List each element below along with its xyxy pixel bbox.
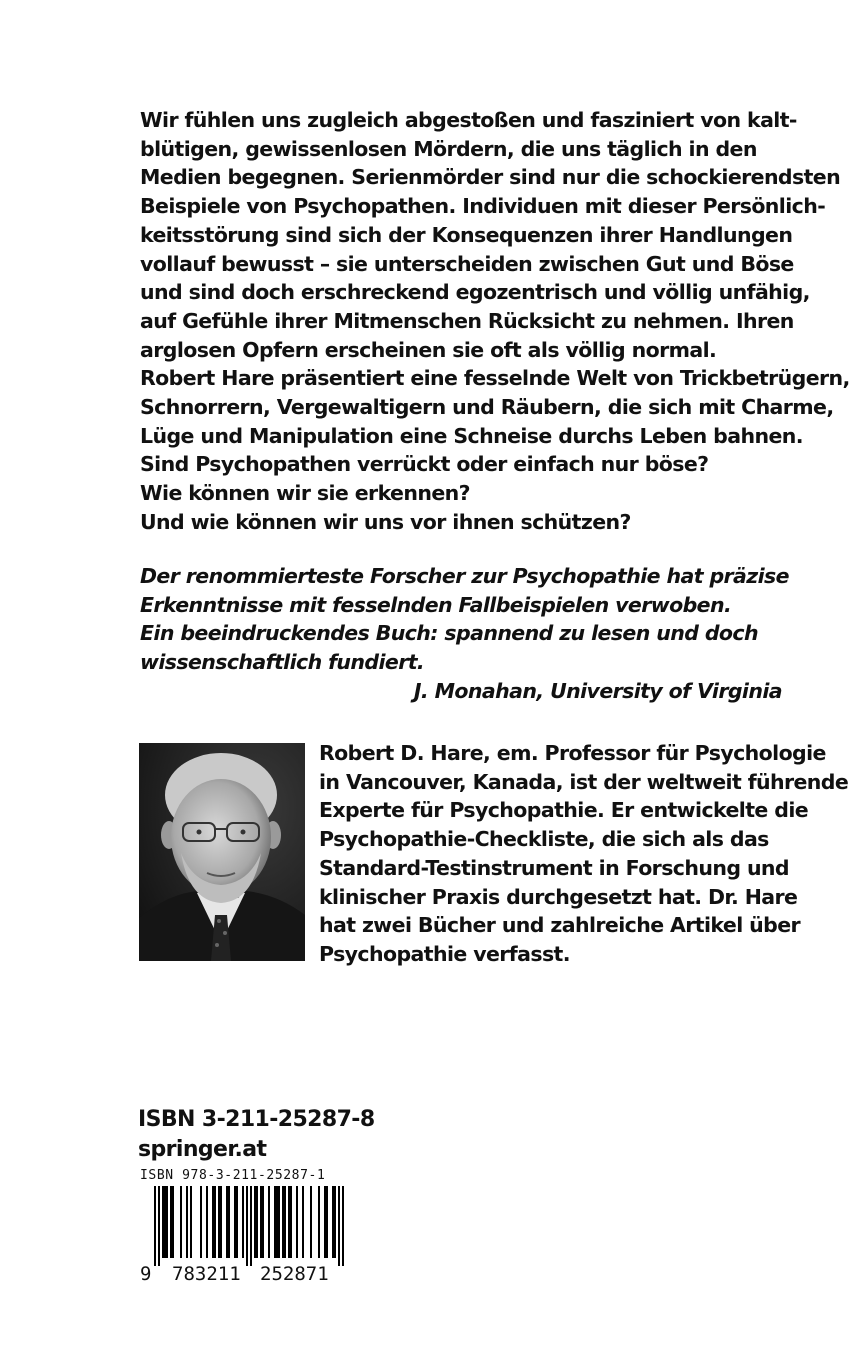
bio-line: Robert D. Hare, em. Professor für Psychologie <box>319 741 826 765</box>
barcode-bar <box>234 1186 236 1258</box>
barcode-bar <box>172 1186 174 1258</box>
barcode-bar <box>332 1186 334 1258</box>
barcode-first-digit: 9 <box>140 1263 152 1285</box>
barcode-bar <box>342 1186 344 1266</box>
quote-line: Erkenntnisse mit fesselnden Fallbeispielen verwoben. <box>140 592 732 617</box>
barcode-bar <box>324 1186 326 1258</box>
barcode-bar <box>200 1186 202 1258</box>
barcode-bar <box>158 1186 160 1266</box>
barcode-bar <box>254 1186 256 1258</box>
barcode-bar <box>164 1186 166 1258</box>
blurb-line: vollauf bewusst – sie unterscheiden zwischen Gut und Böse <box>140 251 794 276</box>
author-bio <box>319 739 849 969</box>
barcode-bar <box>276 1186 278 1258</box>
blurb-line: Robert Hare präsentiert eine fesselnde Welt von Trickbetrügern, <box>140 366 850 391</box>
bio-line: Psychopathie verfasst. <box>319 941 570 966</box>
barcode-right-digits: 252871 <box>260 1263 329 1285</box>
bio-line: in Vancouver, Kanada, ist der weltweit führende <box>319 769 849 794</box>
bio-line: Standard-Testinstrument in Forschung und <box>319 855 790 880</box>
barcode-bar <box>186 1186 188 1258</box>
barcode-bar <box>212 1186 214 1258</box>
barcode-bar <box>154 1186 156 1266</box>
barcode-bar <box>274 1186 276 1258</box>
barcode-bar <box>296 1186 298 1258</box>
blurb-line: Lüge und Manipulation eine Schneise durchs Leben bahnen. <box>140 423 803 448</box>
barcode-bar <box>226 1186 228 1258</box>
barcode-bar <box>236 1186 238 1258</box>
barcode-bar <box>260 1186 262 1258</box>
barcode-bar <box>242 1186 244 1258</box>
author-photo <box>139 743 305 961</box>
barcode-bar <box>256 1186 258 1258</box>
barcode-bar <box>278 1186 280 1258</box>
barcode-bar <box>166 1186 168 1258</box>
barcode-bar <box>180 1186 182 1258</box>
blurb-line: Sind Psychopathen verrückt oder einfach nur böse? <box>140 452 709 477</box>
barcode-bar <box>246 1186 248 1266</box>
barcode <box>138 1168 356 1288</box>
barcode-bar <box>218 1186 220 1258</box>
quote-line: wissenschaftlich fundiert. <box>140 650 425 675</box>
barcode-bar <box>162 1186 164 1258</box>
quote-line: Der renommierteste Forscher zur Psychopathie hat präzise <box>140 564 789 588</box>
barcode-bar <box>262 1186 264 1258</box>
barcode-left-digits: 783211 <box>172 1263 241 1285</box>
barcode-bar <box>170 1186 172 1258</box>
barcode-bar <box>338 1186 340 1266</box>
barcode-bar <box>318 1186 320 1258</box>
author-portrait-icon <box>139 743 305 961</box>
bio-line: klinischer Praxis durchgesetzt hat. Dr. Hare <box>319 884 798 909</box>
blurb-line: arglosen Opfern erscheinen sie oft als völlig normal. <box>140 337 717 362</box>
publisher-website: springer.at <box>138 1137 267 1162</box>
blurb-line: Und wie können wir uns vor ihnen schützen? <box>140 509 631 534</box>
barcode-bar <box>220 1186 222 1258</box>
quote-line: Ein beeindruckendes Buch: spannend zu lesen und doch <box>140 621 758 646</box>
barcode-bar <box>302 1186 304 1258</box>
barcode-bar <box>268 1186 270 1258</box>
barcode-bar <box>288 1186 290 1258</box>
barcode-bar <box>250 1186 252 1266</box>
bio-line: hat zwei Bücher und zahlreiche Artikel über <box>319 913 801 938</box>
barcode-bar <box>282 1186 284 1258</box>
barcode-bar <box>326 1186 328 1258</box>
barcode-bar <box>310 1186 312 1258</box>
blurb-line: Beispiele von Psychopathen. Individuen mit dieser Persönlich- <box>140 194 826 219</box>
blurb-line: und sind doch erschreckend egozentrisch und völlig unfähig, <box>140 280 810 305</box>
barcode-bar <box>284 1186 286 1258</box>
blurb-line: auf Gefühle ihrer Mitmenschen Rücksicht zu nehmen. Ihren <box>140 308 794 333</box>
blurb-line: Schnorrern, Vergewaltigern und Räubern, die sich mit Charme, <box>140 395 834 420</box>
isbn-text: ISBN 3-211-25287-8 <box>138 1107 375 1132</box>
barcode-bar <box>290 1186 292 1258</box>
barcode-isbn-label: ISBN 978-3-211-25287-1 <box>140 1168 326 1183</box>
blurb-line: Medien begegnen. Serienmörder sind nur die schockierendsten <box>140 165 841 190</box>
bio-line: Experte für Psychopathie. Er entwickelte die <box>319 798 809 823</box>
barcode-bars <box>138 1186 356 1266</box>
barcode-bar <box>334 1186 336 1258</box>
blurb-line: keitsstörung sind sich der Konsequenzen ihrer Handlungen <box>140 222 793 247</box>
barcode-bar <box>190 1186 192 1258</box>
review-quote <box>140 562 840 677</box>
barcode-bar <box>228 1186 230 1258</box>
quote-attribution: J. Monahan, University of Virginia <box>413 679 782 703</box>
blurb-line: blütigen, gewissenlosen Mördern, die uns täglich in den <box>140 136 757 161</box>
barcode-bar <box>214 1186 216 1258</box>
blurb-line: Wir fühlen uns zugleich abgestoßen und fasziniert von kalt- <box>140 108 797 132</box>
barcode-bar <box>206 1186 208 1258</box>
bio-line: Psychopathie-Checkliste, die sich als das <box>319 827 769 852</box>
blurb-text <box>140 106 850 537</box>
blurb-line: Wie können wir sie erkennen? <box>140 481 470 506</box>
